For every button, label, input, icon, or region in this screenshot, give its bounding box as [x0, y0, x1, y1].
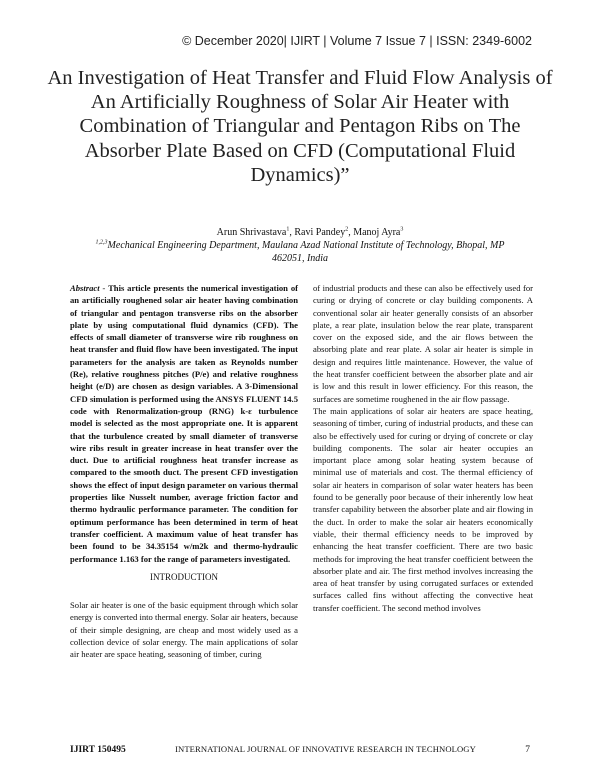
introduction-heading: INTRODUCTION: [150, 571, 218, 582]
affiliation: [60, 239, 540, 252]
author-1-sup: 1: [286, 226, 290, 233]
introduction-paragraph: Solar air heater is one of the basic equipment through which solar energy is converted into thermal energy. Solar air heaters, because of their simple designing, are cheap and most widely used as a collection device of solar energy. The main applications of solar air heater are space heating, seasoning of timber, curing: [70, 600, 298, 660]
page-footer: [70, 744, 530, 755]
author-2-sup: 2: [345, 226, 349, 233]
journal-header: © December 2020| IJIRT | Volume 7 Issue 7 | ISSN: 2349-6002: [182, 34, 532, 48]
author-3-sup: 3: [400, 226, 404, 233]
abstract-lead: Abstract -: [70, 283, 106, 293]
author-1: Arun Shrivastava: [216, 227, 287, 238]
footer-journal-name: INTERNATIONAL JOURNAL OF INNOVATIVE RESEARCH IN TECHNOLOGY: [175, 744, 476, 754]
affiliation-line-2: 462051, India: [271, 253, 329, 264]
author-separator: ,: [348, 227, 354, 238]
author-3: Manoj Ayra: [353, 227, 401, 238]
abstract-body: This article presents the numerical investigation of an artificially roughened solar air heater having combination of triangular and pentagon transverse ribs on the absorber plate by using computational fluid dynamics (CFD). The effects of small diameter of transverse wire rib roughness on heat transfer and fluid flow have been investigated. The input parameters for the analysis are taken as Reynolds number (Re), relative roughness pitches (P/e) and relative roughness height (e/D) are chosen as design variables. A 3-Dimensional CFD simulation is performed using the ANSYS FLUENT 14.5 code with Renormalization-group (RNG) k-ε turbulence model is selected as the most appropriate one. It is apparent that the turbulence created by small diameter of transverse wire ribs result in greater increase in heat transfer over the duct. Due to artificial roughness heat transfer increase as compared to the smooth duct. The present CFD investigation shows the effect of input design parameter on various thermal properties like Nusselt number, average friction factor and thermo hydraulic performance parameter. The condition for optimum performance has been determined in term of heat transfer coefficient. A maximum value of heat transfer has been found to be 34.35154 w/m2k and thermo-hydraulic performance 1.163 for the range of parameters investigated.: [70, 283, 298, 564]
page-number: 7: [525, 745, 530, 755]
author-separator: ,: [289, 227, 295, 238]
footer-paper-code: IJIRT 150495: [70, 745, 126, 755]
affiliation-sup: 1,2,3: [95, 239, 108, 246]
abstract: [70, 282, 298, 565]
author-names: [60, 226, 540, 239]
author-2: Ravi Pandey: [294, 227, 346, 238]
affiliation-text: Mechanical Engineering Department, Maulana Azad National Institute of Technology, Bhopal, MP: [107, 240, 505, 251]
left-column: [70, 282, 298, 661]
author-block: [60, 226, 540, 265]
paper-title: An Investigation of Heat Transfer and Fluid Flow Analysis of An Artificially Roughness of Solar Air Heater with Combination of Triangular and Pentagon Ribs on The Absorber Plate Based on CFD (Computational Fluid Dynamics)”: [47, 67, 553, 186]
right-paragraph-1: of industrial products and these can also be effectively used for curing or drying of concrete or clay building components. A conventional solar air heater generally consists of an absorber plate, a rear plate, insulation below the rear plate, transparent cover on the exposed side, and the air flows between the absorbing plate and rear plate. A solar air heater is simple in design and requires little maintenance. However, the value of the heat transfer coefficient between the absorber plate and air is low and this result in lower efficiency. For this reason, the surfaces are sometime roughened in the air flow passage.: [313, 283, 533, 404]
right-paragraph-2: The main applications of solar air heaters are space heating, seasoning of timber, curing of industrial products, and these can also be effectively used for curing or drying of concrete or clay building components. The solar air heater occupies an important place among solar heating system because of minimal use of materials and cost. The thermal efficiency of solar air heaters in comparison of solar water heaters has been found to be generally poor because of their inherently low heat transfer capability between the absorber plate and air flowing in the duct. In order to make the solar air heaters economically viable, their thermal efficiency needs to be improved by enhancing the heat transfer coefficient. There are two basic methods for improving the heat transfer coefficient between the absorber plate and air. The first method involves increasing the area of heat transfer by using corrugated surfaces or extended surfaces called fins without affecting the convective heat transfer coefficient. The second method involves: [313, 405, 533, 613]
right-column: [313, 282, 533, 614]
